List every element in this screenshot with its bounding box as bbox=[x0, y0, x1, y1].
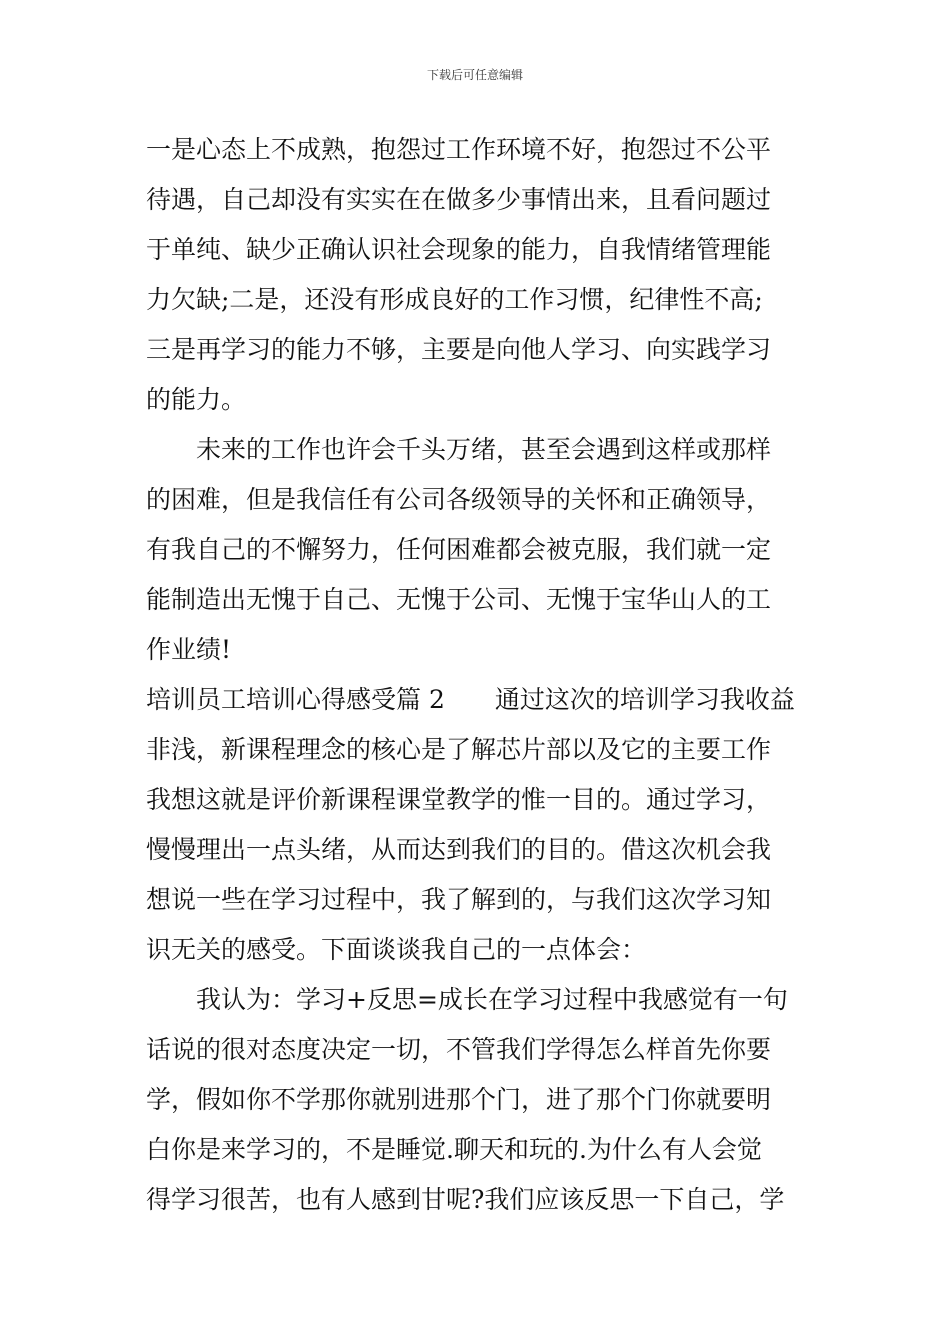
text-line: 有我自己的不懈努力，任何困难都会被克服，我们就一定 bbox=[146, 535, 772, 564]
text-line: 想说一些在学习过程中，我了解到的，与我们这次学习知 bbox=[146, 885, 772, 914]
paragraph-1 bbox=[146, 125, 812, 425]
text-line bbox=[146, 675, 812, 725]
text-line: 白你是来学习的，不是睡觉.聊天和玩的.为什么有人会觉 bbox=[146, 1135, 762, 1164]
text-line: 的困难，但是我信任有公司各级领导的关怀和正确领导， bbox=[146, 485, 772, 514]
text-line: 三是再学习的能力不够，主要是向他人学习、向实践学习 bbox=[146, 335, 772, 364]
text-line: 作业绩! bbox=[146, 635, 232, 664]
text-line: 学，假如你不学那你就别进那个门，进了那个门你就要明 bbox=[146, 1085, 772, 1114]
page-header: 下载后可任意编辑 bbox=[426, 68, 523, 82]
paragraph-2 bbox=[146, 425, 812, 675]
text-line: 我认为：学习+反思=成长在学习过程中我感觉有一句 bbox=[196, 985, 788, 1014]
text-line: 我想这就是评价新课程课堂教学的惟一目的。通过学习， bbox=[146, 785, 772, 814]
document-body bbox=[146, 125, 812, 1225]
text-line: 能制造出无愧于自己、无愧于公司、无愧于宝华山人的工 bbox=[146, 585, 772, 614]
text-line: 力欠缺;二是，还没有形成良好的工作习惯，纪律性不高; bbox=[146, 285, 763, 314]
text-line: 慢慢理出一点头绪，从而达到我们的目的。借这次机会我 bbox=[146, 835, 772, 864]
text-line: 的能力。 bbox=[146, 385, 247, 414]
text-fragment: 通过这次的培训学习我收益 bbox=[494, 685, 795, 714]
paragraph-4 bbox=[146, 975, 812, 1225]
text-line: 一是心态上不成熟，抱怨过工作环境不好，抱怨过不公平 bbox=[146, 135, 772, 164]
paragraph-3 bbox=[146, 675, 812, 975]
text-line: 未来的工作也许会千头万绪，甚至会遇到这样或那样 bbox=[196, 435, 772, 464]
text-line: 非浅，新课程理念的核心是了解芯片部以及它的主要工作 bbox=[146, 735, 772, 764]
section-heading: 培训员工培训心得感受篇 2 bbox=[146, 685, 445, 714]
text-line: 于单纯、缺少正确认识社会现象的能力，自我情绪管理能 bbox=[146, 235, 772, 264]
text-line: 话说的很对态度决定一切，不管我们学得怎么样首先你要 bbox=[146, 1035, 772, 1064]
text-line: 识无关的感受。下面谈谈我自己的一点体会： bbox=[146, 935, 647, 964]
text-line: 得学习很苦，也有人感到甘呢?我们应该反思一下自己，学 bbox=[146, 1185, 785, 1214]
text-line: 待遇，自己却没有实实在在做多少事情出来，且看问题过 bbox=[146, 185, 772, 214]
